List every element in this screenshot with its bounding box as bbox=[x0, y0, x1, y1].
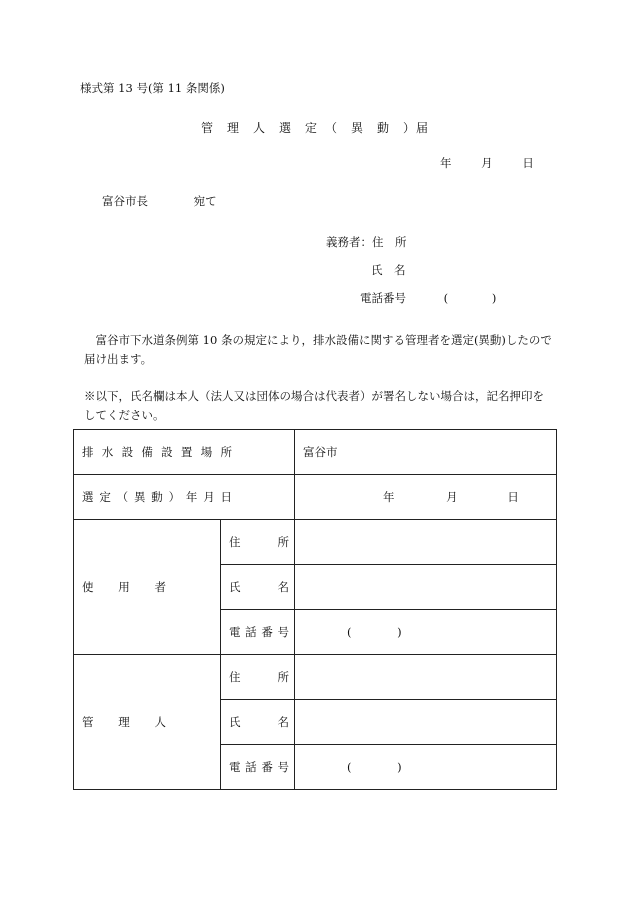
addressee-suffix: 宛て bbox=[193, 194, 217, 208]
addressee bbox=[102, 193, 217, 209]
table-row bbox=[74, 655, 557, 700]
table-row bbox=[74, 475, 557, 520]
user-address-label: 住 所 bbox=[221, 520, 295, 565]
installation-location-label: 排 水 設 備 設 置 場 所 bbox=[74, 430, 295, 475]
page-title: 管 理 人 選 定 （ 異 動 ）届 bbox=[200, 121, 429, 135]
manager-group-label: 管 理 人 bbox=[74, 655, 221, 790]
manager-phone-value[interactable]: ( ) bbox=[295, 745, 557, 790]
applicant-name-row bbox=[371, 262, 406, 278]
selection-date-label: 選 定 （ 異 動 ） 年 月 日 bbox=[74, 475, 295, 520]
installation-location-value[interactable] bbox=[295, 430, 557, 475]
form-number: 様式第 13 号(第 11 条関係) bbox=[80, 81, 225, 95]
selection-month: 月 bbox=[446, 490, 458, 504]
submission-date bbox=[440, 155, 534, 171]
applicant-name-label: 氏 名 bbox=[371, 263, 406, 277]
manager-address-label: 住 所 bbox=[221, 655, 295, 700]
manager-phone-label: 電 話 番 号 bbox=[221, 745, 295, 790]
location-city: 富谷市 bbox=[303, 445, 338, 459]
user-name-value[interactable] bbox=[295, 565, 557, 610]
user-phone-value[interactable]: ( ) bbox=[295, 610, 557, 655]
selection-date-value[interactable] bbox=[295, 475, 557, 520]
user-name-label: 氏 名 bbox=[221, 565, 295, 610]
selection-year: 年 bbox=[383, 490, 395, 504]
user-address-value[interactable] bbox=[295, 520, 557, 565]
user-group-label: 使 用 者 bbox=[74, 520, 221, 655]
applicant-phone-paren-open: ( bbox=[443, 291, 449, 305]
applicant-address-label: 住 所 bbox=[372, 235, 407, 249]
manager-address-value[interactable] bbox=[295, 655, 557, 700]
body-paragraph: 富谷市下水道条例第 10 条の規定により，排水設備に関する管理者を選定(異動)したので届け出ます。 bbox=[84, 333, 552, 366]
applicant-phone-paren-close: ) bbox=[491, 291, 497, 305]
manager-name-label: 氏 名 bbox=[221, 700, 295, 745]
manager-name-value[interactable] bbox=[295, 700, 557, 745]
details-table bbox=[73, 429, 557, 790]
table-row bbox=[74, 520, 557, 565]
signature-note: ※以下，氏名欄は本人（法人又は団体の場合は代表者）が署名しない場合は，記名押印をしてください。 bbox=[84, 389, 544, 422]
applicant-phone-label: 電話番号 bbox=[360, 291, 406, 305]
table-row bbox=[74, 430, 557, 475]
addressee-name: 富谷市長 bbox=[102, 194, 148, 208]
applicant-role-label: 義務者： bbox=[326, 235, 372, 249]
date-month: 月 bbox=[481, 156, 493, 170]
selection-day: 日 bbox=[507, 490, 519, 504]
date-day: 日 bbox=[522, 156, 534, 170]
user-phone-label: 電 話 番 号 bbox=[221, 610, 295, 655]
date-year: 年 bbox=[440, 156, 452, 170]
applicant-phone-row bbox=[360, 290, 496, 306]
applicant-address-row bbox=[326, 234, 407, 250]
